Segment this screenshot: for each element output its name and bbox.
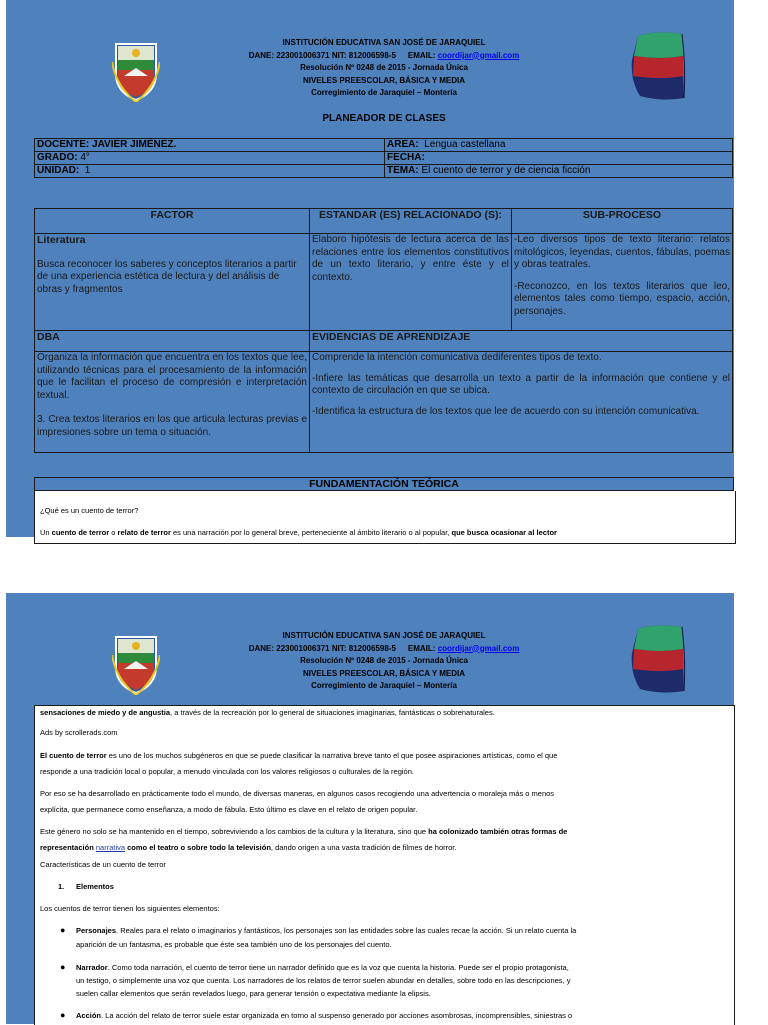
elementos-label: Elementos [76, 882, 114, 891]
area-value: Lengua castellana [424, 139, 506, 150]
levels: NIVELES PREESCOLAR, BÁSICA Y MEDIA [302, 75, 466, 85]
p0-bold: sensaciones de miedo y de angustia [40, 708, 171, 717]
resolution: Resolución Nº 0248 de 2015 - Jornada Única [300, 656, 468, 665]
grado-label: GRADO: [37, 152, 78, 163]
p3-line1 [40, 826, 567, 838]
tema-cell [385, 165, 733, 178]
bullet-icon: ● [60, 962, 66, 972]
unidad-value: 1 [84, 165, 91, 176]
p2-line1: Por eso se ha desarrollado en prácticamente todo el mundo, de diversas maneras, en algunos casos recogiendo una advertencia o moraleja más o menos [40, 789, 555, 798]
institution-header [0, 37, 768, 100]
literatura-text: Busca reconocer los saberes y conceptos literarios a partir de una experiencia estética de lectura y del análisis de obras y fragmentos [37, 258, 297, 295]
fecha-cell [385, 152, 733, 165]
resolution: Resolución Nº 0248 de 2015 - Jornada Única [300, 63, 468, 72]
grado-value: 4° [80, 152, 90, 163]
evidencia-2: -Infiere las temáticas que desarrolla un texto a partir de la información que contiene y el contexto de circulación en que se ubica. [312, 372, 730, 396]
b3-bold: Acción [76, 1011, 102, 1020]
institution-ids [0, 50, 768, 63]
email-label: EMAIL: [407, 643, 436, 653]
list-number-1 [58, 881, 64, 893]
institution-header-2 [0, 630, 768, 693]
evidencia-3: -Identifica la estructura de los textos que lee de acuerdo con su intención comunicativa. [312, 405, 700, 417]
header-subproceso: SUB-PROCESO [512, 209, 733, 234]
dba-label: DBA [35, 331, 310, 352]
b2-line3: suelen callar elementos que serán revelados luego, para generar tensión o expectativa mediante la elipsis. [76, 989, 431, 998]
dba-2: 3. Crea textos literarios en los que articula lecturas previas e impresiones sobre un tema o situación. [37, 414, 307, 438]
b2-rest: . Como toda narración, el cuento de terror tiene un narrador definido que es la voz que cuenta la historia. Puede ser el propio protagonista, [107, 963, 569, 972]
b2-line1 [76, 962, 569, 974]
evidencias-label: EVIDENCIAS DE APRENDIZAJE [310, 331, 733, 352]
b1-bold: Personajes [76, 926, 117, 935]
page-title: PLANEADOR DE CLASES [322, 113, 446, 124]
docente-cell [35, 139, 385, 152]
grado-cell [35, 152, 385, 165]
subproceso-cell [512, 234, 733, 331]
b2-line2: un testigo, o simplemente una voz que cuenta. Los narradores de los relatos de terror suelen abundar en detalles, sobre todo en las descripciones, y [76, 976, 571, 985]
caracteristicas-heading: Características de un cuento de terror [40, 860, 166, 869]
header-estandar: ESTANDAR (ES) RELACIONADO (S): [310, 209, 512, 234]
institution-name: INSTITUCIÓN EDUCATIVA SAN JOSÉ DE JARAQUIEL [282, 38, 486, 47]
subproceso-2: -Reconozco, en los textos literarios que leo, elementos tales como tiempo, espacio, acción, personajes. [514, 280, 730, 317]
info-table [34, 138, 733, 178]
evidencia-1: Comprende la intención comunicativa dediferentes tipos de texto. [312, 352, 602, 363]
factor-cell [35, 234, 310, 331]
fundamentacion-title: FUNDAMENTACIÓN TEÓRICA [34, 477, 734, 491]
unidad-label: UNIDAD: [37, 165, 80, 176]
p1-line2: responde a una tradición local o popular, a menudo vinculada con los valores religiosos o culturales de la región. [40, 767, 414, 776]
def-c: o [109, 528, 118, 537]
ids-line: DANE: 223001006371 NIT: 812006598-5 [248, 50, 396, 60]
unidad-cell [35, 165, 385, 178]
b3-line1 [76, 1010, 572, 1022]
p3-d: como el teatro o sobre todo la televisión [125, 843, 271, 852]
institution-name: INSTITUCIÓN EDUCATIVA SAN JOSÉ DE JARAQUIEL [282, 631, 486, 640]
p1-bold: El cuento de terror [40, 751, 107, 760]
def-a: Un [40, 528, 52, 537]
subproceso-1: -Leo diversos tipos de texto literario: relatos mitológicos, leyendas, cuentos, fábulas, poemas y obras teatrales. [514, 234, 730, 270]
evidencias-cell [310, 352, 733, 453]
b2-bold: Narrador [76, 963, 108, 972]
location: Corregimiento de Jaraquiel – Montería [311, 88, 457, 97]
p0-rest: , a través de la recreación por lo general de situaciones imaginarias, fantásticas o sobrenaturales. [170, 708, 495, 717]
p2-line2: explícita, que permanece como enseñanza, a modo de fábula. Esto último es clave en el relato de origen popular. [40, 805, 418, 814]
dba-cell [35, 352, 310, 453]
p3-c: representación [40, 843, 96, 852]
b1-line2: aparición de un fantasma, es probable que éste sea también uno de los personajes del cuento. [76, 940, 392, 949]
institution-ids [0, 643, 768, 656]
question-text: ¿Qué es un cuento de terror? [40, 506, 139, 515]
elementos-heading [76, 881, 114, 893]
p3-e: , dando origen a una vasta tradición de filmes de horror. [270, 843, 457, 852]
narrativa-link[interactable]: narrativa [95, 843, 126, 852]
def-e: es una narración por lo general breve, perteneciente al ámbito literario o al popular, [170, 528, 452, 537]
tema-label: TEMA: [387, 165, 419, 176]
bullet-icon: ● [60, 1010, 66, 1020]
bullet-icon: ● [60, 925, 66, 935]
fecha-label: FECHA: [387, 152, 425, 163]
b1-line1 [76, 925, 576, 937]
area-label: AREA: [387, 139, 419, 150]
area-cell [385, 139, 733, 152]
b3-rest: . La acción del relato de terror suele estar organizada en torno al suspenso generado por acciones asombrosas, incomprensibles, siniestras o [101, 1011, 573, 1020]
tienen-text: Los cuentos de terror tienen los siguientes elementos: [40, 904, 220, 913]
def-b: cuento de terror [51, 528, 110, 537]
docente-value: JAVIER JIMÉNEZ. [92, 139, 177, 150]
dba-1: Organiza la información que encuentra en los textos que lee, utilizando técnicas para el procesamiento de la información que le facilitan el proceso de compresión e interpretación textual. [37, 352, 307, 401]
levels: NIVELES PREESCOLAR, BÁSICA Y MEDIA [302, 668, 466, 678]
definition-text [40, 527, 557, 539]
p3-line2 [40, 842, 456, 854]
tema-value: El cuento de terror y de ciencia ficción [421, 165, 591, 176]
email-label: EMAIL: [407, 50, 436, 60]
plan-matrix [34, 208, 733, 453]
p1-line1 [40, 750, 557, 762]
page-2 [0, 593, 768, 1024]
ads-text: Ads by scrollerads.com [40, 728, 118, 737]
p0 [40, 707, 495, 719]
docente-label: DOCENTE: [37, 139, 90, 150]
email-link[interactable]: coordijar@gmail.com [437, 643, 520, 653]
p3-a: Este género no solo se ha mantenido en el tiempo, sobreviviendo a los cambios de la cultura y la literatura, sino que [40, 827, 429, 836]
estandar-cell: Elaboro hipótesis de lectura acerca de las relaciones entre los elementos constitutivos de un texto literario, y entre éste y el contexto. [310, 234, 512, 331]
b1-rest: . Reales para el relato o imaginarios y fantásticos, los personajes son las entidades sobre las cuales recae la acción. Si un relato cuenta la [116, 926, 577, 935]
location: Corregimiento de Jaraquiel – Montería [311, 681, 457, 690]
def-f: que busca ocasionar al lector [451, 528, 557, 537]
ids-line: DANE: 223001006371 NIT: 812006598-5 [248, 643, 396, 653]
def-d: relato de terror [117, 528, 171, 537]
email-link[interactable]: coordijar@gmail.com [437, 50, 520, 60]
p3-b: ha colonizado también otras formas de [428, 827, 568, 836]
number-1: 1. [58, 882, 65, 891]
literatura-label: Literatura [37, 234, 86, 246]
p1-rest: es uno de los muchos subgéneros en que se puede clasificar la narrativa breve tanto el que posee aspiraciones artísticas, como el que [106, 751, 558, 760]
header-factor: FACTOR [35, 209, 310, 234]
